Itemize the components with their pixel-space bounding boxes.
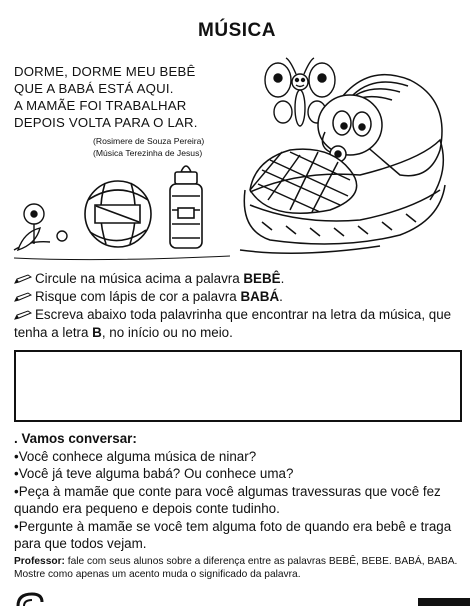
pencil-icon — [14, 274, 32, 284]
teacher-note-text: fale com seus alunos sobre a diferença entre as palavras BEBÊ, BEBE. BABÁ, BABA. Mostre como apenas um acento muda o significado da palavra. — [14, 556, 458, 580]
task-keyword: BEBÊ — [243, 271, 281, 286]
conversation-item: •Peça à mamãe que conte para você algumas travessuras que você fez quando era pequeno e depois conte tudinho. — [14, 483, 441, 516]
illustration — [0, 0, 474, 270]
page-edge-bar — [418, 598, 470, 606]
baby-bottle-icon — [170, 166, 202, 248]
conversation-heading: . Vamos conversar: — [14, 431, 137, 446]
task-text-end: . — [279, 289, 283, 304]
task-keyword: BABÁ — [240, 289, 280, 304]
answer-box[interactable] — [14, 350, 462, 422]
page-title: MÚSICA — [198, 20, 276, 41]
task-text-end: . — [280, 271, 285, 286]
ball-icon — [85, 181, 151, 247]
task-text: Circule na música acima a palavra — [35, 271, 244, 286]
music-credit: (Música Terezinha de Jesus) — [93, 148, 203, 158]
conversation-item: •Pergunte à mamãe se você tem alguma foto de quando era bebê e traga para que todos vejam. — [14, 518, 452, 551]
conversation-item: •Você já teve alguma babá? Ou conhece uma? — [14, 466, 294, 481]
task-write-words — [14, 306, 462, 342]
task-list — [14, 270, 462, 342]
page-corner-mark — [14, 592, 44, 606]
poem-line: QUE A BABÁ ESTÁ AQUI. — [14, 81, 174, 96]
task-circle-word — [14, 270, 462, 288]
task-strike-word — [14, 288, 462, 306]
poem-line: DEPOIS VOLTA PARA O LAR. — [14, 115, 198, 130]
author-credit: (Rosimere de Souza Pereira) — [93, 136, 205, 146]
task-text-end: , no início ou no meio. — [101, 325, 233, 340]
pencil-icon — [14, 310, 32, 320]
conversation-item: •Você conhece alguma música de ninar? — [14, 448, 257, 464]
task-text: Escreva abaixo toda palavrinha que encontrar na letra da música, que tenha a letra — [14, 307, 452, 340]
pencil-icon — [14, 292, 32, 302]
task-keyword: B — [92, 325, 102, 340]
poem-line: A MAMÃE FOI TRABALHAR — [14, 98, 187, 113]
poem-line: DORME, DORME MEU BEBÊ — [14, 64, 196, 79]
conversation-section — [14, 430, 466, 553]
task-text: Risque com lápis de cor a palavra — [35, 289, 241, 304]
teacher-note — [14, 556, 466, 581]
baby-in-basket — [240, 75, 445, 254]
teacher-note-label: Professor: — [14, 556, 65, 567]
